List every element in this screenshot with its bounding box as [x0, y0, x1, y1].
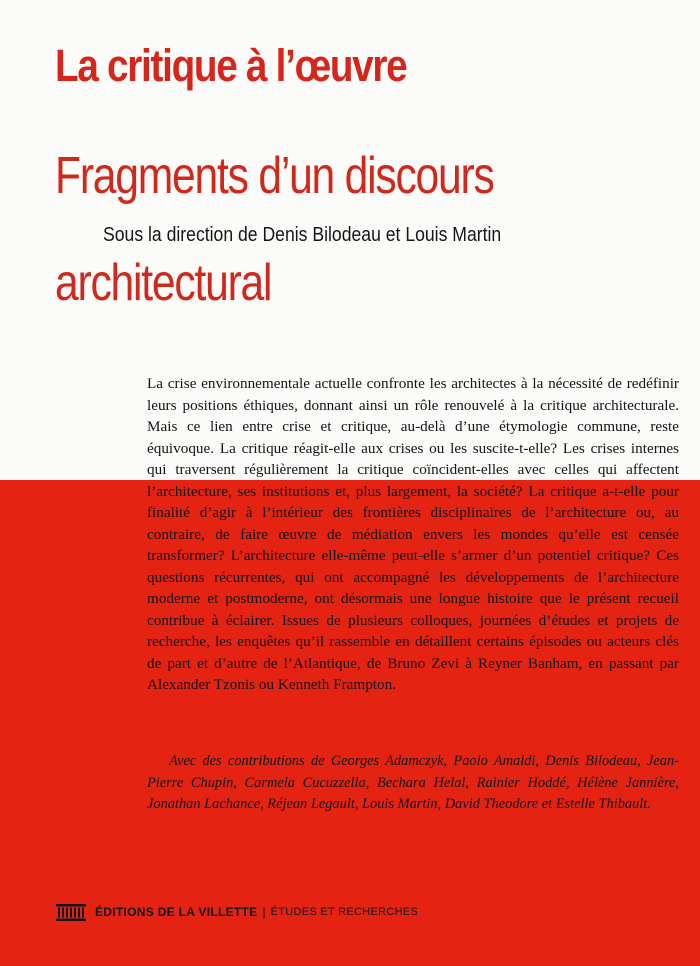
publisher-line: [55, 902, 418, 922]
book-subtitle-line2: architectural: [55, 254, 272, 312]
summary-paragraph: La crise environnementale actuelle confronte les architectes à la nécessité de redéfinir leurs positions éthiques, donnant ainsi un rôle renouvelé à la critique architecturale. Mais ce lien entre crise et critique, au-delà d’une étymologie commune, reste équivoque. La critique réagit-elle aux crises ou les suscite-t-elle? Les crises internes qui traversent régulièrement la critique coïncident-elles avec celles qui affectent l’architecture, ses institutions et, plus largement, la société? La critique a-t-elle pour finalité d’agir à l’intérieur des frontières disciplinaires de l’architecture ou, au contraire, de faire œuvre de médiation envers les mondes qu’elle est censée transformer? L’architecture elle-même peut-elle s’armer d’un potentiel critique? Ces questions récurrentes, qui ont accompagné les développements de l’architecture moderne et postmoderne, ont désormais une longue histoire que le présent recueil contribue à éclairer. Issues de plusieurs colloques, journées d’études et projets de recherche, les enquêtes qu’il rassemble en détaillent certains épisodes ou acteurs clés de part et d’autre de l’Atlantique, de Bruno Zevi à Reyner Banham, en passant par Alexander Tzonis ou Kenneth Frampton.: [147, 375, 679, 693]
editors-line: Sous la direction de Denis Bilodeau et Louis Martin: [103, 224, 502, 246]
book-title: La critique à l’œuvre: [55, 40, 407, 91]
contributors-paragraph: Avec des contributions de Georges Adamczyk, Paolo Amaldi, Denis Bilodeau, Jean-Pierre Chupin, Carmela Cucuzzella, Bechara Helal, Rainier Hoddé, Hélène Jannière, Jonathan Lachance, Réjean Legault, Louis Martin, David Theodore et Estelle Thibault.: [147, 753, 679, 812]
book-subtitle-line1: Fragments d’un discours: [55, 147, 494, 205]
villette-building-icon: [55, 902, 87, 922]
collection-name: ÉTUDES ET RECHERCHES: [270, 906, 419, 918]
publisher-name: ÉDITIONS DE LA VILLETTE: [95, 905, 258, 919]
publisher-separator: |: [262, 905, 266, 919]
